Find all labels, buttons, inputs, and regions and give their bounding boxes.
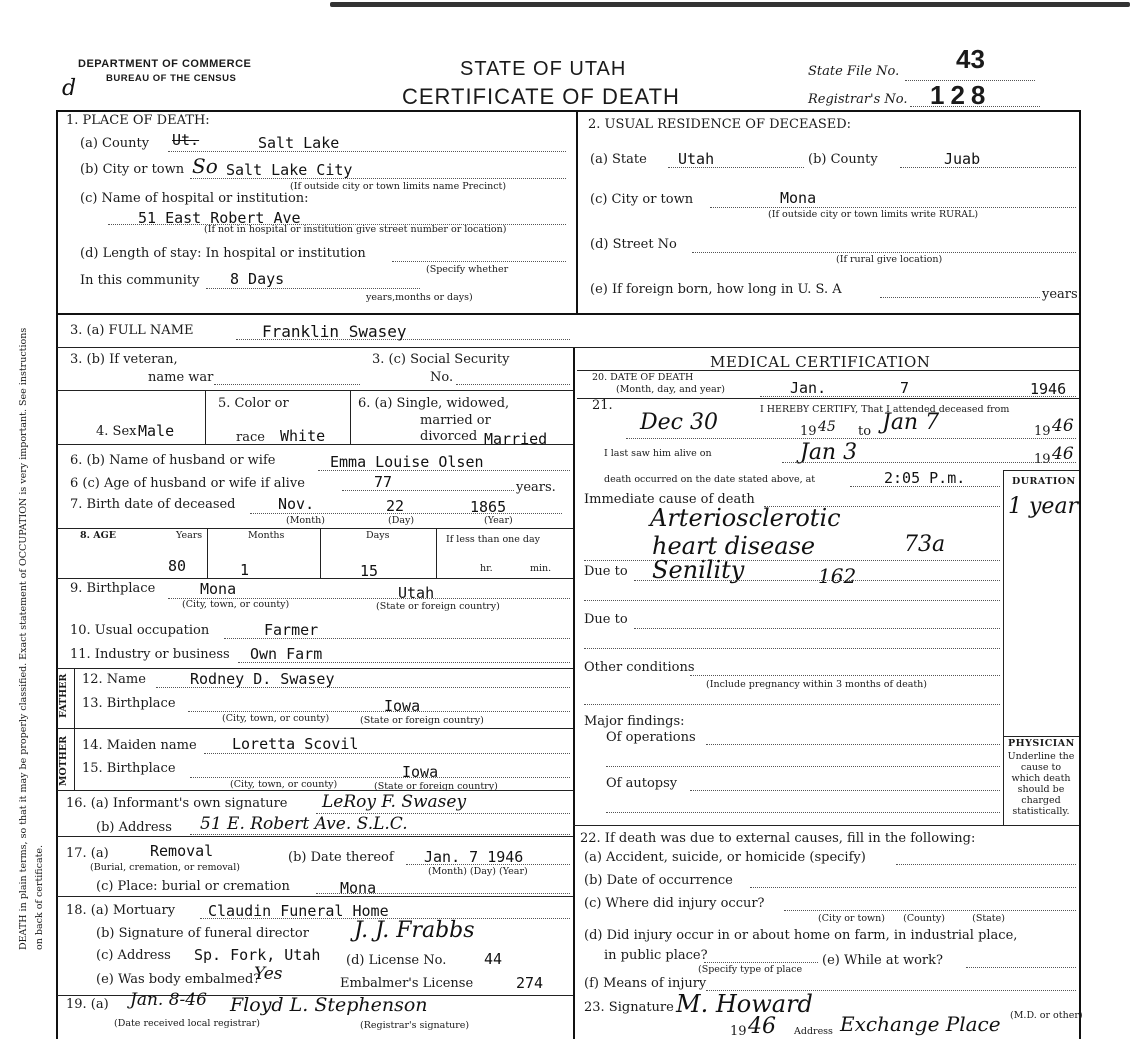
father-bp-label: 13. Birthplace — [82, 696, 176, 711]
state-file-label: State File No. — [808, 64, 900, 79]
embalmed-answer: Yes — [254, 964, 283, 984]
residence-heading: 2. USUAL RESIDENCE OF DECEASED: — [588, 117, 852, 132]
disposition-date-value: Jan. 7 1946 — [424, 848, 524, 866]
last-saw-label: I last saw him alive on — [604, 448, 712, 459]
race-label: race — [236, 430, 265, 445]
cause-line-1: Arteriosclerotic — [650, 504, 841, 532]
full-name-value: Franklin Swasey — [262, 322, 407, 341]
physician-address: Exchange Place — [840, 1012, 1001, 1036]
state-title: STATE OF UTAH — [460, 58, 627, 80]
to-year-prefix: 19 — [1034, 424, 1051, 439]
age-years-value: 80 — [168, 557, 187, 575]
father-bp-state-note: (State or foreign country) — [360, 715, 484, 726]
county-label: (a) County — [80, 136, 150, 151]
from-year: 45 — [818, 419, 836, 435]
other-conditions-line — [690, 675, 1000, 676]
birthplace-state: Utah — [398, 584, 435, 602]
sex-value: Male — [138, 422, 175, 440]
age-days-col: Days — [366, 530, 390, 541]
rule-birthdate — [57, 528, 573, 529]
spouse-age-label: 6 (c) Age of husband or wife if alive — [70, 476, 305, 491]
disposition-value: Removal — [150, 842, 214, 860]
birth-month-note: (Month) — [286, 515, 325, 526]
birthplace-state-note: (State or foreign country) — [376, 601, 500, 612]
dod-year: 1946 — [1030, 380, 1067, 398]
birthdate-line — [250, 513, 562, 514]
age-col3 — [436, 528, 437, 578]
last-saw-year-prefix: 19 — [1034, 452, 1051, 467]
embalmer-license-label: Embalmer's License — [340, 976, 474, 991]
cause-code-2: 162 — [818, 564, 857, 588]
spouse-label: 6. (b) Name of husband or wife — [70, 453, 276, 468]
informant-sig-label: 16. (a) Informant's own signature — [66, 796, 288, 811]
signature-date-year: 46 — [748, 1014, 776, 1039]
color-label: 5. Color or — [218, 396, 289, 411]
maiden-line — [204, 753, 570, 754]
birth-day: 22 — [386, 497, 405, 515]
rule-parents-mid — [57, 728, 573, 729]
city-line — [190, 178, 566, 179]
rule-disposition — [57, 896, 573, 897]
full-name-label: 3. (a) FULL NAME — [70, 323, 194, 338]
specify-note: (Specify whether — [426, 264, 509, 275]
due-to-2-label: Due to — [584, 612, 628, 627]
last-saw-date: Jan 3 — [800, 440, 858, 465]
county-struck: Ut. — [172, 131, 200, 149]
external-d2: in public place? — [604, 948, 708, 963]
veteran-label: 3. (b) If veteran, — [70, 352, 178, 367]
disposition-label: 17. (a) — [66, 846, 109, 861]
father-bp-line — [188, 711, 570, 712]
due-to-1-label: Due to — [584, 564, 628, 579]
registrar-label: Registrar's No. — [808, 92, 908, 107]
full-name-line — [236, 339, 570, 340]
foreign-label: (e) If foreign born, how long in U. S. A — [590, 282, 842, 297]
immediate-cause-label: Immediate cause of death — [584, 492, 755, 507]
dept-label: DEPARTMENT OF COMMERCE — [78, 58, 252, 70]
frame-left — [56, 110, 58, 1039]
disposition-date-label: (b) Date thereof — [288, 850, 394, 865]
marital-label-3: divorced — [420, 429, 478, 444]
father-value: Rodney D. Swasey — [190, 670, 335, 688]
physician-signature: M. Howard — [676, 990, 813, 1018]
birthplace-city: Mona — [200, 580, 237, 598]
funeral-addr-label: (c) Address — [96, 948, 171, 963]
physician-note: Underline the cause to which death should be charged statistically. — [1007, 751, 1075, 817]
funeral-director-sig-label: (b) Signature of funeral director — [96, 926, 309, 941]
funeral-addr-value: Sp. Fork, Utah — [194, 946, 321, 964]
attended-line — [626, 438, 1076, 439]
burial-place-line — [316, 893, 570, 894]
occupation-label: 10. Usual occupation — [70, 623, 210, 638]
rule-name — [57, 347, 1079, 348]
res-street-label: (d) Street No — [590, 237, 677, 252]
rule-sex-row — [57, 444, 573, 445]
industry-value: Own Farm — [250, 645, 323, 663]
due-to-2-line-2 — [584, 648, 1000, 649]
ss-line — [456, 384, 570, 385]
dod-note: (Month, day, and year) — [616, 384, 725, 395]
birthplace-label: 9. Birthplace — [70, 581, 156, 596]
external-b-line — [750, 887, 1076, 888]
page-title: CERTIFICATE OF DEATH — [402, 84, 680, 109]
war-label: name war — [148, 370, 214, 385]
father-tag: FATHER — [58, 673, 69, 718]
top-scan-edge — [330, 2, 1130, 7]
to-label: to — [858, 424, 872, 439]
cause-line-2-dots — [584, 560, 1000, 561]
race-value: White — [280, 427, 326, 445]
father-label: 12. Name — [82, 672, 146, 687]
city-label: (b) City or town — [80, 162, 185, 177]
age-months-col: Months — [248, 530, 285, 541]
cause-line-3: Senility — [652, 556, 745, 584]
age-col1 — [207, 528, 208, 578]
rule-after-section1 — [57, 313, 1079, 315]
external-d: (d) Did injury occur in or about home on farm, in industrial place, — [584, 928, 1018, 943]
birthdate-label: 7. Birth date of deceased — [70, 497, 236, 512]
res-city-line — [710, 207, 1076, 208]
external-c-line — [784, 910, 1076, 911]
margin-instructions-2: on back of certificate. — [34, 844, 45, 950]
autopsy-line-2 — [606, 812, 1000, 813]
other-conditions-note: (Include pregnancy within 3 months of death) — [706, 679, 928, 690]
marital-label-1: 6. (a) Single, widowed, — [358, 396, 510, 411]
res-street-line — [692, 252, 1076, 253]
external-a-line — [896, 864, 1076, 865]
mother-bp-label: 15. Birthplace — [82, 761, 176, 776]
mortuary-label: 18. (a) Mortuary — [66, 903, 176, 918]
age-years-col: Years — [176, 530, 203, 541]
birth-year-note: (Year) — [484, 515, 513, 526]
external-b: (b) Date of occurrence — [584, 873, 733, 888]
external-c-note: (City or town) (County) (State) — [818, 913, 1005, 924]
margin-instructions: DEATH in plain terms, so that it may be properly classified. Exact statement of OCCUPATION is very important. See instructions — [18, 327, 29, 950]
mother-bp-value: Iowa — [402, 763, 439, 781]
physician-header: PHYSICIAN — [1008, 738, 1075, 749]
informant-addr-value: 51 E. Robert Ave. S.L.C. — [200, 814, 408, 834]
informant-signature: LeRoy F. Swasey — [322, 792, 467, 812]
birth-year: 1865 — [470, 498, 507, 516]
license-label: (d) License No. — [346, 953, 447, 968]
mother-bp-city-note: (City, town, or county) — [230, 779, 338, 790]
community-line — [206, 288, 420, 289]
age-col2 — [320, 528, 321, 578]
res-county-line — [900, 167, 1076, 168]
other-conditions-label: Other conditions — [584, 660, 695, 675]
from-year-prefix: 19 — [800, 424, 817, 439]
cause-line-2: heart disease — [652, 532, 816, 560]
external-d-note: (Specify type of place — [698, 964, 803, 975]
operations-line-2 — [606, 766, 1000, 767]
war-line — [214, 384, 360, 385]
spouse-age-value: 77 — [374, 473, 393, 491]
marital-label-2: married or — [420, 413, 491, 428]
informant-addr-line — [190, 834, 570, 835]
to-year: 46 — [1052, 416, 1074, 436]
mother-bp-state-note: (State or foreign country) — [374, 781, 498, 792]
res-city-note: (If outside city or town limits write RURAL) — [768, 209, 979, 220]
registrar-number: 128 — [930, 80, 992, 110]
attended-to: Jan 7 — [882, 410, 940, 435]
other-conditions-line-2 — [584, 704, 1000, 705]
div-sex-color — [205, 390, 206, 444]
duration-divider — [1003, 470, 1004, 825]
md-label: (M.D. or other) — [1010, 1010, 1083, 1021]
spouse-age-line — [342, 490, 514, 491]
hospital-note: (If not in hospital or institution give street number or location) — [204, 224, 507, 235]
external-d2-line — [704, 962, 818, 963]
industry-label: 11. Industry or business — [70, 647, 230, 662]
dod-line — [760, 396, 1076, 397]
frame-right — [1079, 110, 1081, 1039]
city-value: Salt Lake City — [226, 161, 353, 179]
duration-value: 1 year — [1008, 494, 1079, 519]
bureau-label: BUREAU OF THE CENSUS — [106, 73, 237, 84]
state-file-number: 43 — [956, 44, 985, 74]
birthplace-city-note: (City, town, or county) — [182, 599, 290, 610]
father-line — [156, 687, 570, 688]
due-to-1-line — [634, 580, 1000, 581]
attended-from: Dec 30 — [640, 410, 718, 435]
signature-date-prefix: 19 — [730, 1024, 747, 1039]
due-to-1-line-2 — [584, 600, 1000, 601]
disposition-date-line — [406, 864, 570, 865]
stay-line — [392, 261, 566, 262]
cause-code-1: 73a — [904, 532, 946, 557]
dod-day: 7 — [900, 379, 910, 397]
medical-heading: MEDICAL CERTIFICATION — [710, 353, 931, 371]
registrar-date-note: (Date received local registrar) — [114, 1018, 260, 1029]
father-bp-value: Iowa — [384, 697, 421, 715]
rule-informant — [57, 836, 573, 837]
disposition-note: (Burial, cremation, or removal) — [90, 862, 240, 873]
external-heading: 22. If death was due to external causes, fill in the following: — [580, 831, 976, 846]
res-county-value: Juab — [944, 150, 981, 168]
age-hr: hr. — [480, 563, 493, 574]
embalmed-label: (e) Was body embalmed? — [96, 972, 261, 987]
informant-addr-label: (b) Address — [96, 820, 172, 835]
res-county-label: (b) County — [808, 152, 878, 167]
birth-day-note: (Day) — [388, 515, 415, 526]
frame-top — [58, 110, 1080, 112]
res-city-value: Mona — [780, 189, 817, 207]
ss-no: No. — [430, 370, 454, 385]
registrar-sig-note: (Registrar's signature) — [360, 1020, 470, 1031]
registrar-date-value: Jan. 8-46 — [130, 990, 207, 1010]
funeral-director-signature: J. J. Frabbs — [354, 918, 475, 943]
age-label: 8. AGE — [80, 530, 116, 541]
registrar-date-label: 19. (a) — [66, 997, 109, 1012]
foreign-line — [880, 297, 1040, 298]
autopsy-label: Of autopsy — [606, 776, 678, 791]
res-street-note: (If rural give location) — [836, 254, 943, 265]
age-lt-day: If less than one day — [446, 534, 541, 545]
disposition-date-note: (Month) (Day) (Year) — [428, 866, 528, 877]
center-divider — [576, 110, 578, 313]
last-saw-year: 46 — [1052, 444, 1074, 464]
res-state-value: Utah — [678, 150, 715, 168]
age-min: min. — [530, 563, 552, 574]
dod-label: 20. DATE OF DEATH — [592, 372, 694, 383]
registrar-signature: Floyd L. Stephenson — [230, 994, 428, 1016]
death-time: 2:05 P.m. — [884, 469, 966, 487]
spouse-line — [318, 470, 570, 471]
due-to-2-line — [634, 628, 1000, 629]
embalmer-license-value: 274 — [516, 974, 544, 992]
external-e: (e) While at work? — [822, 953, 943, 968]
div-color-marital — [350, 390, 351, 444]
ss-label: 3. (c) Social Security — [372, 352, 510, 367]
dod-month: Jan. — [790, 379, 827, 397]
mortuary-value: Claudin Funeral Home — [208, 902, 389, 920]
operations-line — [706, 744, 1000, 745]
rule-dod — [577, 398, 1079, 399]
rule-age — [57, 578, 573, 579]
death-occurred-label: death occurred on the date stated above, at — [604, 474, 816, 485]
years-note: years,months or days) — [366, 292, 473, 303]
mother-bp-line — [190, 777, 570, 778]
rule-physician — [1003, 736, 1079, 737]
n21-label: 21. — [592, 398, 613, 413]
operations-label: Of operations — [606, 730, 696, 745]
hospital-label: (c) Name of hospital or institution: — [80, 191, 309, 206]
marital-value: Married — [484, 430, 548, 448]
age-days-value: 15 — [360, 562, 379, 580]
sex-label: 4. Sex — [96, 424, 137, 439]
spouse-value: Emma Louise Olsen — [330, 453, 484, 471]
rule-section22 — [573, 825, 1079, 826]
external-e-line — [966, 967, 1076, 968]
res-city-label: (c) City or town — [590, 192, 694, 207]
address-label: Address — [794, 1026, 833, 1037]
external-c: (c) Where did injury occur? — [584, 896, 765, 911]
spouse-age-years: years. — [516, 480, 556, 495]
center-divider-lower — [573, 348, 575, 1039]
burial-place-value: Mona — [340, 879, 377, 897]
signature-label: 23. Signature — [584, 1000, 674, 1015]
duration-header: DURATION — [1012, 476, 1076, 487]
external-f: (f) Means of injury — [584, 976, 707, 991]
community-label: In this community — [80, 273, 200, 288]
occupation-line — [224, 638, 570, 639]
maiden-value: Loretta Scovil — [232, 735, 359, 753]
res-state-line — [668, 167, 804, 168]
hospital-value: 51 East Robert Ave — [138, 209, 301, 227]
occupation-value: Farmer — [264, 621, 319, 639]
community-value: 8 Days — [230, 270, 285, 288]
license-value: 44 — [484, 950, 503, 968]
maiden-label: 14. Maiden name — [82, 738, 197, 753]
county-value: Salt Lake — [258, 134, 340, 152]
place-heading: 1. PLACE OF DEATH: — [66, 113, 210, 128]
city-prefix: So — [192, 154, 218, 178]
parents-divider — [74, 668, 75, 790]
burial-place-label: (c) Place: burial or cremation — [96, 879, 290, 894]
rule-duration — [1003, 470, 1079, 471]
industry-line — [238, 662, 570, 663]
major-findings-label: Major findings: — [584, 714, 685, 729]
certify-text: I HEREBY CERTIFY, That I attended deceased from — [760, 404, 1010, 415]
birth-month: Nov. — [278, 495, 315, 513]
last-saw-line — [782, 462, 1076, 463]
check-mark: d — [62, 76, 77, 101]
father-bp-city-note: (City, town, or county) — [222, 713, 330, 724]
stay-label: (d) Length of stay: In hospital or institution — [80, 246, 366, 261]
rule-parents-top — [57, 668, 573, 669]
autopsy-line — [690, 790, 1000, 791]
mother-tag: MOTHER — [58, 736, 69, 786]
death-time-line — [850, 486, 1000, 487]
age-months-value: 1 — [240, 561, 250, 579]
city-note: (If outside city or town limits name Precinct) — [290, 181, 507, 192]
external-a: (a) Accident, suicide, or homicide (specify) — [584, 850, 866, 865]
registrar-line — [910, 106, 1040, 107]
res-state-label: (a) State — [590, 152, 647, 167]
county-line — [168, 151, 566, 152]
foreign-years: years. — [1042, 287, 1082, 302]
rule-veteran — [57, 390, 573, 391]
